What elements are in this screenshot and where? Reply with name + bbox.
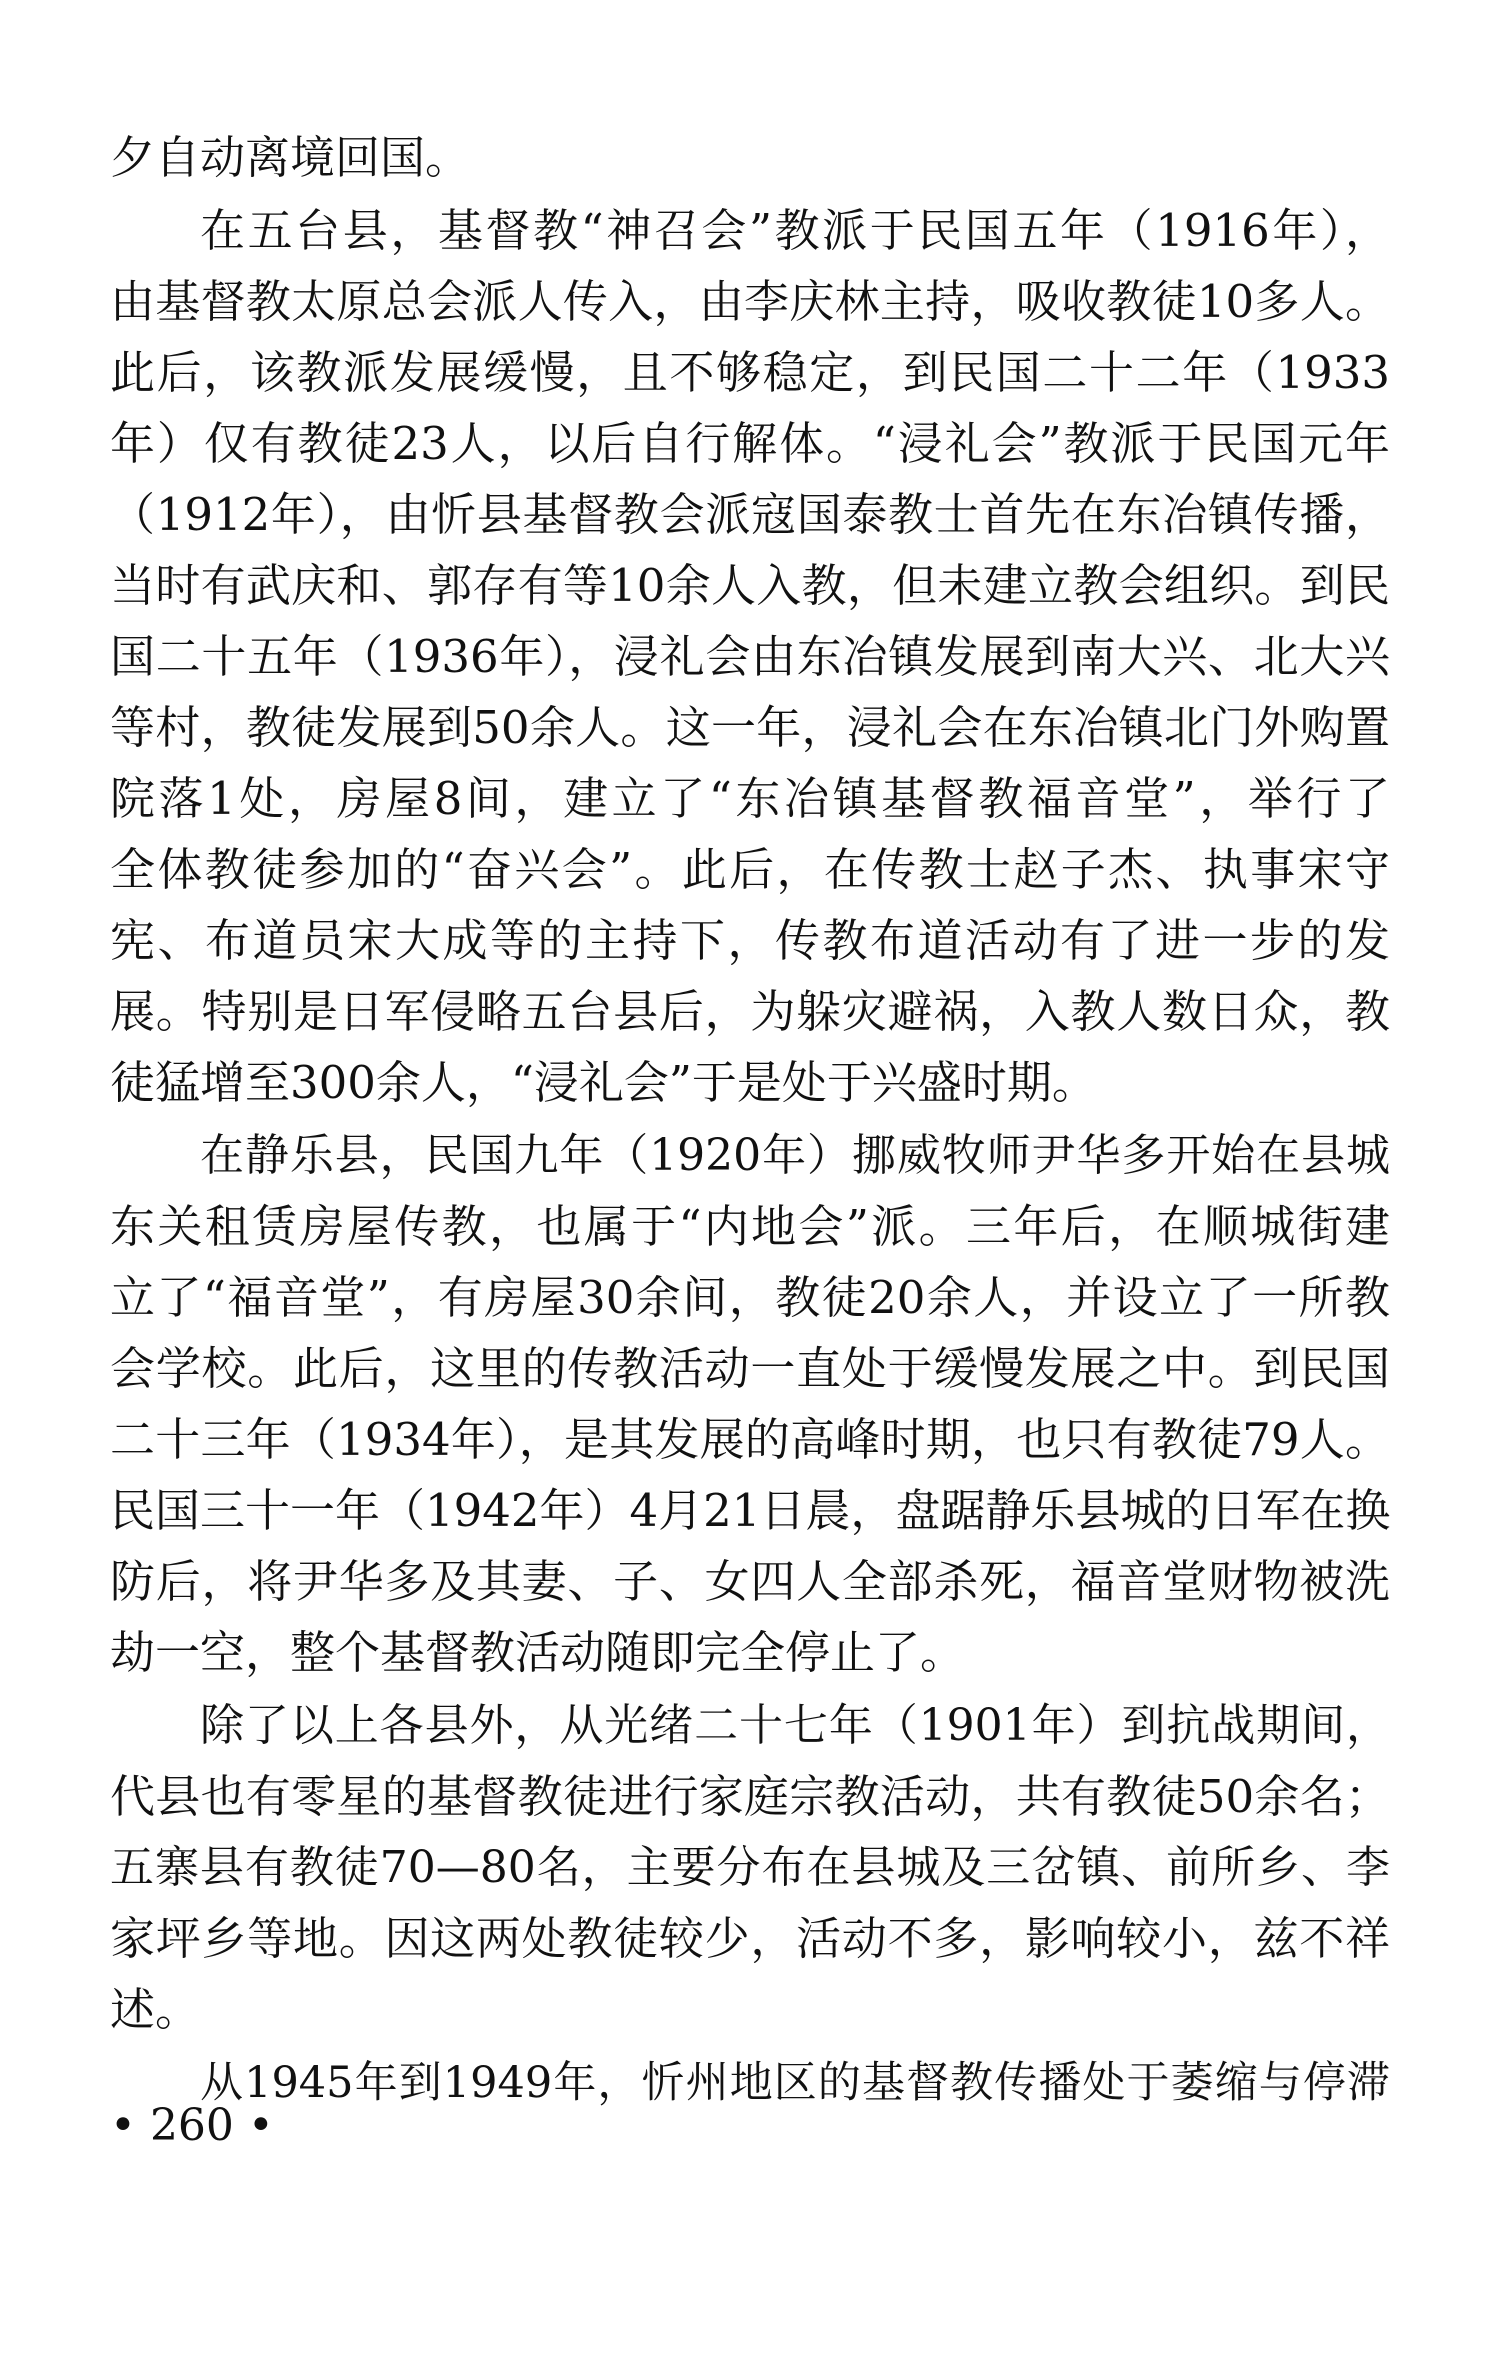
text-line: 从1945年到1949年，忻州地区的基督教传播处于萎缩与停滞 [200,2058,1390,2108]
text-line: 夕自动离境回国。 [110,131,471,184]
text-line: 在五台县，基督教“神召会”教派于民国五年（1916年）， [200,204,1390,257]
text-line: 劫一空，整个基督教活动随即完全停止了。 [110,1626,966,1679]
text-line: （1912年），由忻县基督教会派寇国泰教士首先在东冶镇传播， [110,488,1390,541]
text-line: 东关租赁房屋传教，也属于“内地会”派。三年后，在顺城街建 [110,1200,1390,1253]
text-line: 此后，该教派发展缓慢，且不够稳定，到民国二十二年（1933 [110,346,1390,399]
text-line: 会学校。此后，这里的传教活动一直处于缓慢发展之中。到民国 [110,1342,1390,1395]
text-line: 除了以上各县外，从光绪二十七年（1901年）到抗战期间， [200,1700,1390,1751]
text-line: 民国三十一年（1942年）4月21日晨，盘踞静乐县城的日军在换 [110,1484,1391,1537]
text-line: 二十三年（1934年），是其发展的高峰时期，也只有教徒79人。 [110,1413,1390,1466]
text-line: 宪、布道员宋大成等的主持下，传教布道活动有了进一步的发 [110,914,1390,967]
text-line: 国二十五年（1936年），浸礼会由东冶镇发展到南大兴、北大兴 [110,630,1390,683]
text-line: 在静乐县，民国九年（1920年）挪威牧师尹华多开始在县城 [200,1130,1390,1181]
text-line: 由基督教太原总会派人传入，由李庆林主持，吸收教徒10多人。 [110,275,1390,328]
text-line: 院落1处，房屋8间，建立了“东冶镇基督教福音堂”，举行了 [110,772,1390,825]
text-line: 等村，教徒发展到50余人。这一年，浸礼会在东冶镇北门外购置 [110,701,1390,754]
text-line: 年）仅有教徒23人，以后自行解体。“浸礼会”教派于民国元年 [110,417,1390,470]
text-line: 述。 [110,1983,201,2036]
text-line: 防后，将尹华多及其妻、子、女四人全部杀死，福音堂财物被洗 [110,1555,1390,1608]
text-line: 徒猛增至300余人，“浸礼会”于是处于兴盛时期。 [110,1056,1097,1109]
text-line: 展。特别是日军侵略五台县后，为躲灾避祸，入教人数日众，教 [110,985,1390,1038]
text-line: 全体教徒参加的“奋兴会”。此后，在传教士赵子杰、执事宋守 [110,843,1390,896]
text-line: 立了“福音堂”，有房屋30余间，教徒20余人，并设立了一所教 [110,1271,1390,1324]
page-number: • 260 • [110,2100,274,2151]
text-line: 当时有武庆和、郭存有等10余人入教，但未建立教会组织。到民 [110,559,1390,612]
text-line: 家坪乡等地。因这两处教徒较少，活动不多，影响较小，兹不祥 [110,1912,1390,1965]
text-line: 代县也有零星的基督教徒进行家庭宗教活动，共有教徒50余名； [110,1770,1390,1823]
text-line: 五寨县有教徒70—80名，主要分布在县城及三岔镇、前所乡、李 [110,1842,1390,1893]
